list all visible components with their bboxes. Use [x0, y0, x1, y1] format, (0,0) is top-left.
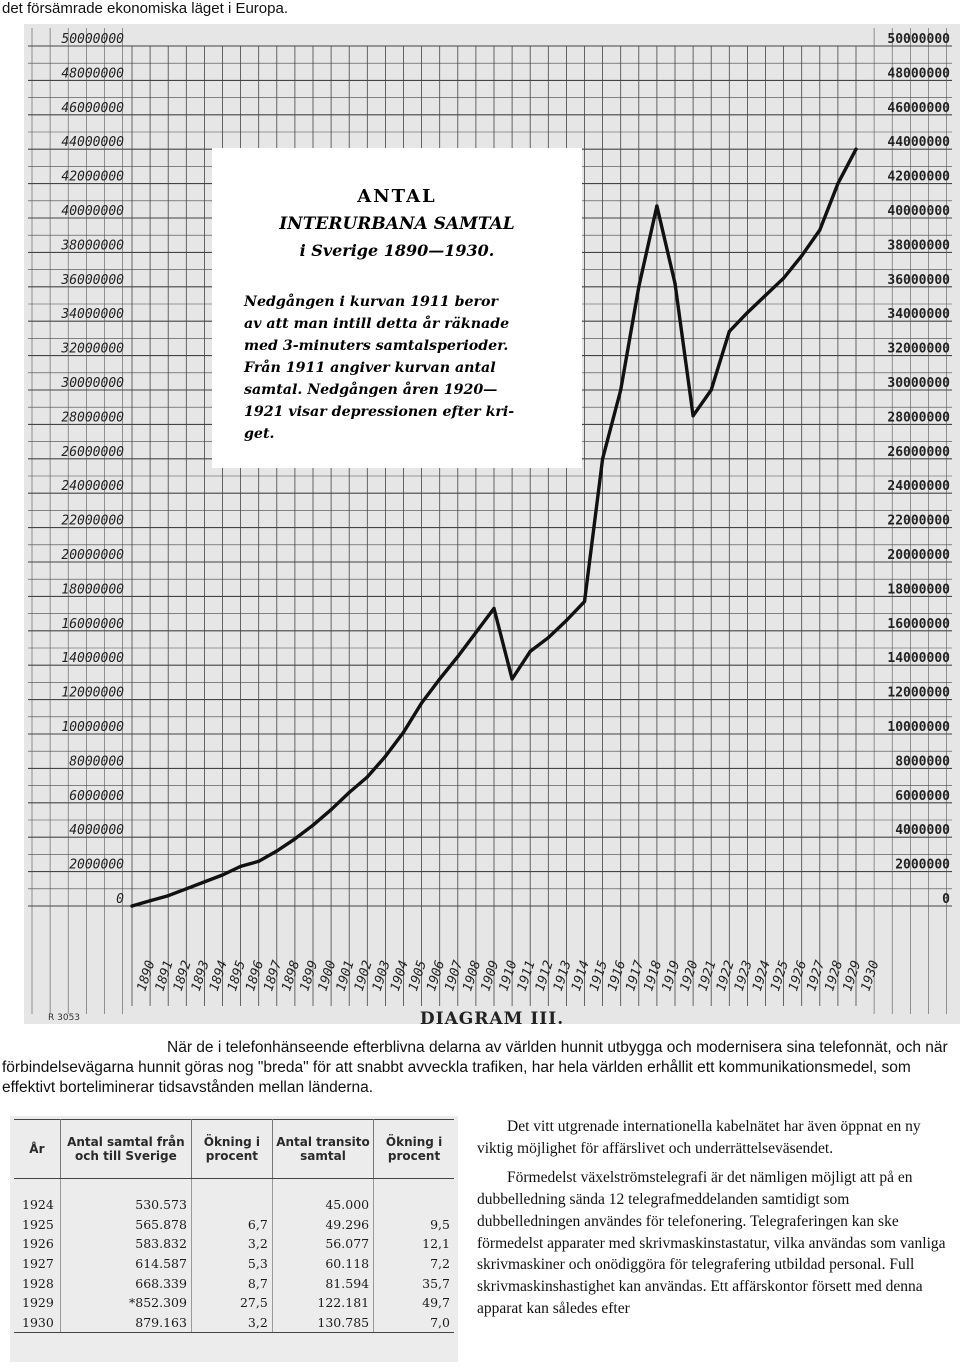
y-axis-right-labels — [887, 32, 950, 907]
data-point — [782, 277, 785, 280]
y-tick-label: 24000000 — [61, 479, 124, 495]
y-tick-label: 0 — [116, 892, 124, 907]
print-code: R 3053 — [48, 1013, 81, 1023]
cell-transit-increase: 49,7 — [422, 1295, 450, 1311]
data-point — [167, 894, 170, 897]
cell-year: 1927 — [14, 1254, 60, 1274]
y-tick-label: 30000000 — [887, 376, 950, 391]
y-tick-label: 50000000 — [61, 32, 124, 47]
x-tick-label: 1925 — [768, 958, 792, 994]
cell-increase: 3,2 — [191, 1313, 272, 1333]
data-point — [474, 631, 477, 634]
cell-transit-increase — [374, 1195, 454, 1215]
table-row — [14, 1195, 454, 1215]
y-tick-label: 12000000 — [61, 685, 124, 701]
cell-year: 1928 — [14, 1273, 60, 1293]
table-row — [14, 1313, 454, 1333]
x-tick-label: 1926 — [786, 958, 811, 994]
chart-title-line-1: ANTAL — [357, 186, 437, 207]
x-tick-label: 1922 — [713, 958, 738, 994]
y-tick-label: 20000000 — [61, 548, 124, 563]
cell-calls: 879.163 — [60, 1313, 191, 1333]
data-point — [384, 755, 387, 758]
data-point — [800, 254, 803, 257]
y-tick-label: 26000000 — [61, 444, 124, 460]
x-tick-label: 1893 — [188, 958, 213, 994]
data-point — [655, 204, 658, 207]
y-tick-label: 42000000 — [61, 169, 124, 185]
y-tick-label: 22000000 — [887, 513, 950, 529]
cell-increase: 6,7 — [191, 1215, 272, 1235]
data-point — [257, 860, 260, 863]
data-point — [601, 457, 604, 460]
y-tick-label: 40000000 — [887, 204, 950, 219]
data-point — [529, 650, 532, 653]
cell-calls: 614.587 — [60, 1254, 191, 1274]
cell-year: 1925 — [14, 1215, 60, 1235]
cell-calls: 668.339 — [60, 1273, 191, 1293]
cell-increase — [191, 1195, 272, 1215]
y-tick-label: 2000000 — [69, 857, 124, 873]
cell-transit: 81.594 — [272, 1273, 373, 1293]
y-tick-label: 44000000 — [61, 135, 124, 151]
y-tick-label: 46000000 — [887, 100, 950, 116]
data-point — [239, 865, 242, 868]
cell-calls: 583.832 — [60, 1234, 191, 1254]
data-point — [438, 677, 441, 680]
x-tick-label: 1907 — [442, 958, 467, 994]
cell-transit: 122.181 — [272, 1293, 373, 1313]
y-axis-left-labels — [60, 32, 124, 907]
x-axis-labels — [135, 959, 883, 994]
y-tick-label: 18000000 — [61, 582, 124, 598]
y-tick-label: 16000000 — [887, 616, 950, 632]
y-tick-label: 6000000 — [895, 788, 950, 804]
table-row — [14, 1293, 454, 1313]
header-calls: Antal samtal från och till Sverige — [60, 1120, 191, 1179]
cell-transit-increase: 12,1 — [422, 1236, 450, 1252]
intro-text: det försämrade ekonomiska läget i Europa. — [2, 0, 288, 17]
data-point — [637, 285, 640, 288]
cell-transit-increase: 9,5 — [430, 1216, 450, 1232]
y-tick-label: 38000000 — [61, 238, 124, 254]
chart-note-line-2: av att man intill detta år räknade — [244, 316, 510, 332]
x-tick-label: 1901 — [333, 958, 358, 994]
data-point — [311, 824, 314, 827]
x-tick-label: 1913 — [550, 958, 575, 994]
data-point — [203, 880, 206, 883]
x-tick-label: 1899 — [297, 958, 322, 994]
x-tick-label: 1929 — [840, 958, 865, 994]
x-tick-label: 1900 — [315, 958, 340, 994]
cell-year: 1930 — [14, 1313, 60, 1333]
y-tick-label: 34000000 — [887, 307, 950, 323]
y-tick-label: 36000000 — [887, 272, 950, 288]
call-statistics-table — [14, 1119, 454, 1333]
chart-note-line-1: Nedgången i kurvan 1911 beror — [244, 294, 498, 310]
x-tick-label: 1897 — [261, 958, 286, 994]
y-tick-label: 30000000 — [61, 376, 124, 391]
x-tick-label: 1908 — [460, 958, 485, 994]
y-tick-label: 38000000 — [887, 238, 950, 254]
y-tick-label: 34000000 — [61, 307, 124, 323]
data-point — [692, 414, 695, 417]
data-point — [764, 294, 767, 297]
y-tick-label: 10000000 — [61, 720, 124, 735]
cell-calls: 530.573 — [60, 1195, 191, 1215]
data-point — [348, 791, 351, 794]
data-point — [366, 775, 369, 778]
data-point — [673, 282, 676, 285]
data-point — [728, 330, 731, 333]
diagram-caption: DIAGRAM III. — [419, 1009, 565, 1024]
x-tick-label: 1892 — [170, 958, 195, 994]
x-tick-label: 1918 — [641, 958, 666, 994]
x-tick-label: 1919 — [659, 958, 684, 994]
y-tick-label: 20000000 — [887, 548, 950, 563]
y-tick-label: 8000000 — [895, 754, 950, 770]
x-tick-label: 1898 — [279, 958, 304, 994]
cell-transit: 130.785 — [272, 1313, 373, 1333]
data-point — [836, 182, 839, 185]
side-paragraph-1: Det vitt utgrenade internationella kabelnätet har även öppnat en ny viktig möjlighet för affärslivet och underrättelseväsendet. — [477, 1118, 921, 1157]
table-row — [14, 1215, 454, 1235]
y-tick-label: 12000000 — [887, 685, 950, 701]
data-point — [149, 899, 152, 902]
data-point — [565, 619, 568, 622]
y-tick-label: 4000000 — [69, 823, 124, 839]
chart-note-line-6: 1921 visar depressionen efter kri- — [244, 404, 515, 420]
cell-year: 1929 — [14, 1293, 60, 1313]
cell-transit: 60.118 — [272, 1254, 373, 1274]
table-spacer-row — [14, 1179, 454, 1196]
y-tick-label: 8000000 — [69, 754, 124, 770]
x-tick-label: 1891 — [152, 958, 177, 994]
y-tick-label: 16000000 — [61, 616, 124, 632]
data-point — [185, 887, 188, 890]
x-tick-label: 1920 — [677, 958, 702, 994]
x-tick-label: 1890 — [134, 958, 159, 994]
table-header-row — [14, 1120, 454, 1179]
y-tick-label: 44000000 — [887, 135, 950, 151]
x-tick-label: 1895 — [225, 958, 249, 994]
x-tick-label: 1904 — [387, 958, 412, 994]
x-tick-label: 1902 — [351, 958, 376, 994]
x-tick-label: 1903 — [369, 958, 394, 994]
cell-transit-increase: 7,2 — [430, 1256, 450, 1272]
y-tick-label: 28000000 — [887, 410, 950, 426]
data-point — [710, 388, 713, 391]
cell-year: 1924 — [14, 1195, 60, 1215]
x-tick-label: 1905 — [406, 958, 430, 994]
cell-increase: 27,5 — [191, 1293, 272, 1313]
x-tick-label: 1917 — [623, 958, 648, 994]
y-tick-label: 0 — [942, 892, 950, 907]
data-point — [854, 148, 857, 151]
data-point — [402, 731, 405, 734]
table-row — [14, 1254, 454, 1274]
table-row — [14, 1234, 454, 1254]
cell-increase: 5,3 — [191, 1254, 272, 1274]
cell-transit: 45.000 — [272, 1195, 373, 1215]
chart-title-line-2: INTERURBANA SAMTAL — [279, 214, 515, 234]
y-tick-label: 28000000 — [61, 410, 124, 426]
cell-calls: 565.878 — [60, 1215, 191, 1235]
data-point — [583, 600, 586, 603]
side-column-text — [477, 1116, 947, 1327]
y-tick-label: 32000000 — [887, 341, 950, 357]
chart-annotation-box — [212, 148, 582, 468]
x-tick-label: 1909 — [478, 958, 503, 994]
x-tick-label: 1912 — [532, 958, 557, 994]
cell-transit-increase: 7,0 — [374, 1313, 454, 1333]
chart-note-line-4: Från 1911 angiver kurvan antal — [244, 360, 496, 376]
x-tick-label: 1923 — [731, 958, 756, 994]
side-paragraph-2: Förmedelst växelströmstelegrafi är det nämligen möjligt att på en dubbelledning sända 12 telegrafmeddelanden samtidigt som dubbelledningen användes för telefonering. Telegraferingen kan ske förmedelst apparater med skrivmaskinstastatur, vilka användas som vanliga skrivmaskiner och onödiggöra för telegrafering utbildad personal. Full skrivmaskinshastighet kan användas. Ett affärskontor försett med denna apparat kan således efter — [477, 1169, 946, 1317]
data-point — [511, 677, 514, 680]
diagram-scan — [24, 24, 960, 1024]
y-tick-label: 40000000 — [61, 204, 124, 219]
data-point — [619, 388, 622, 391]
data-point — [818, 228, 821, 231]
y-tick-label: 36000000 — [61, 272, 124, 288]
cell-calls: *852.309 — [60, 1293, 191, 1313]
cell-year: 1926 — [14, 1234, 60, 1254]
x-tick-label: 1921 — [695, 958, 720, 994]
data-point — [456, 655, 459, 658]
line-chart — [24, 24, 960, 1024]
y-tick-label: 42000000 — [887, 169, 950, 185]
data-point — [547, 636, 550, 639]
x-tick-label: 1906 — [424, 958, 449, 994]
x-tick-label: 1910 — [496, 958, 521, 994]
x-tick-label: 1927 — [804, 958, 829, 994]
x-tick-label: 1916 — [605, 958, 630, 994]
data-point — [330, 808, 333, 811]
y-tick-label: 14000000 — [887, 651, 950, 667]
chart-note-line-5: samtal. Nedgången åren 1920— — [244, 382, 498, 398]
cell-transit: 56.077 — [272, 1234, 373, 1254]
header-transit-calls: Antal transito samtal — [272, 1120, 373, 1179]
data-point — [746, 311, 749, 314]
y-tick-label: 6000000 — [69, 788, 124, 804]
x-tick-label: 1896 — [243, 958, 268, 994]
x-tick-label: 1911 — [514, 958, 539, 994]
data-point — [221, 873, 224, 876]
header-increase: Ökning i procent — [191, 1120, 272, 1179]
y-tick-label: 32000000 — [61, 341, 124, 357]
statistics-table-scan — [10, 1116, 458, 1362]
y-tick-label: 48000000 — [887, 66, 950, 82]
x-tick-label: 1924 — [749, 958, 774, 994]
x-tick-label: 1928 — [822, 958, 847, 994]
cell-increase: 3,2 — [191, 1234, 272, 1254]
x-tick-label: 1914 — [568, 958, 593, 994]
body-paragraph: När de i telefonhänseende efterblivna delarna av världen hunnit utbygga och modernisera sina telefonnät, och när förbindelsevägarna hunnit göras nog "breda" för att snabbt avveckla trafiken, har hela världen erhållit ett kommunikationsmedel, som effektivt borteliminerar tidsavstånden mellan länderna. — [2, 1039, 948, 1096]
y-tick-label: 26000000 — [887, 444, 950, 460]
chart-title-line-3: i Sverige 1890—1930. — [299, 241, 495, 260]
data-point — [130, 904, 133, 907]
y-tick-label: 22000000 — [61, 513, 124, 529]
x-tick-label: 1930 — [858, 958, 883, 994]
header-year: År — [14, 1120, 60, 1179]
y-tick-label: 46000000 — [61, 100, 124, 116]
y-tick-label: 2000000 — [895, 857, 950, 873]
x-tick-label: 1915 — [587, 958, 611, 994]
data-point — [492, 607, 495, 610]
data-point — [275, 849, 278, 852]
y-tick-label: 24000000 — [887, 479, 950, 495]
header-transit-increase: Ökning i procent — [374, 1120, 454, 1179]
y-tick-label: 14000000 — [61, 651, 124, 667]
data-point — [420, 701, 423, 704]
y-tick-label: 4000000 — [895, 823, 950, 839]
table-row — [14, 1273, 454, 1293]
y-tick-label: 48000000 — [61, 66, 124, 82]
data-point — [293, 837, 296, 840]
cell-transit: 49.296 — [272, 1215, 373, 1235]
x-tick-label: 1894 — [206, 958, 231, 994]
table-body — [14, 1179, 454, 1333]
y-tick-label: 50000000 — [887, 32, 950, 47]
y-tick-label: 10000000 — [887, 720, 950, 735]
chart-note-line-3: med 3-minuters samtalsperioder. — [244, 338, 509, 354]
y-tick-label: 18000000 — [887, 582, 950, 598]
chart-note-line-7: get. — [244, 426, 275, 442]
cell-increase: 8,7 — [191, 1273, 272, 1293]
cell-transit-increase: 35,7 — [422, 1275, 450, 1291]
